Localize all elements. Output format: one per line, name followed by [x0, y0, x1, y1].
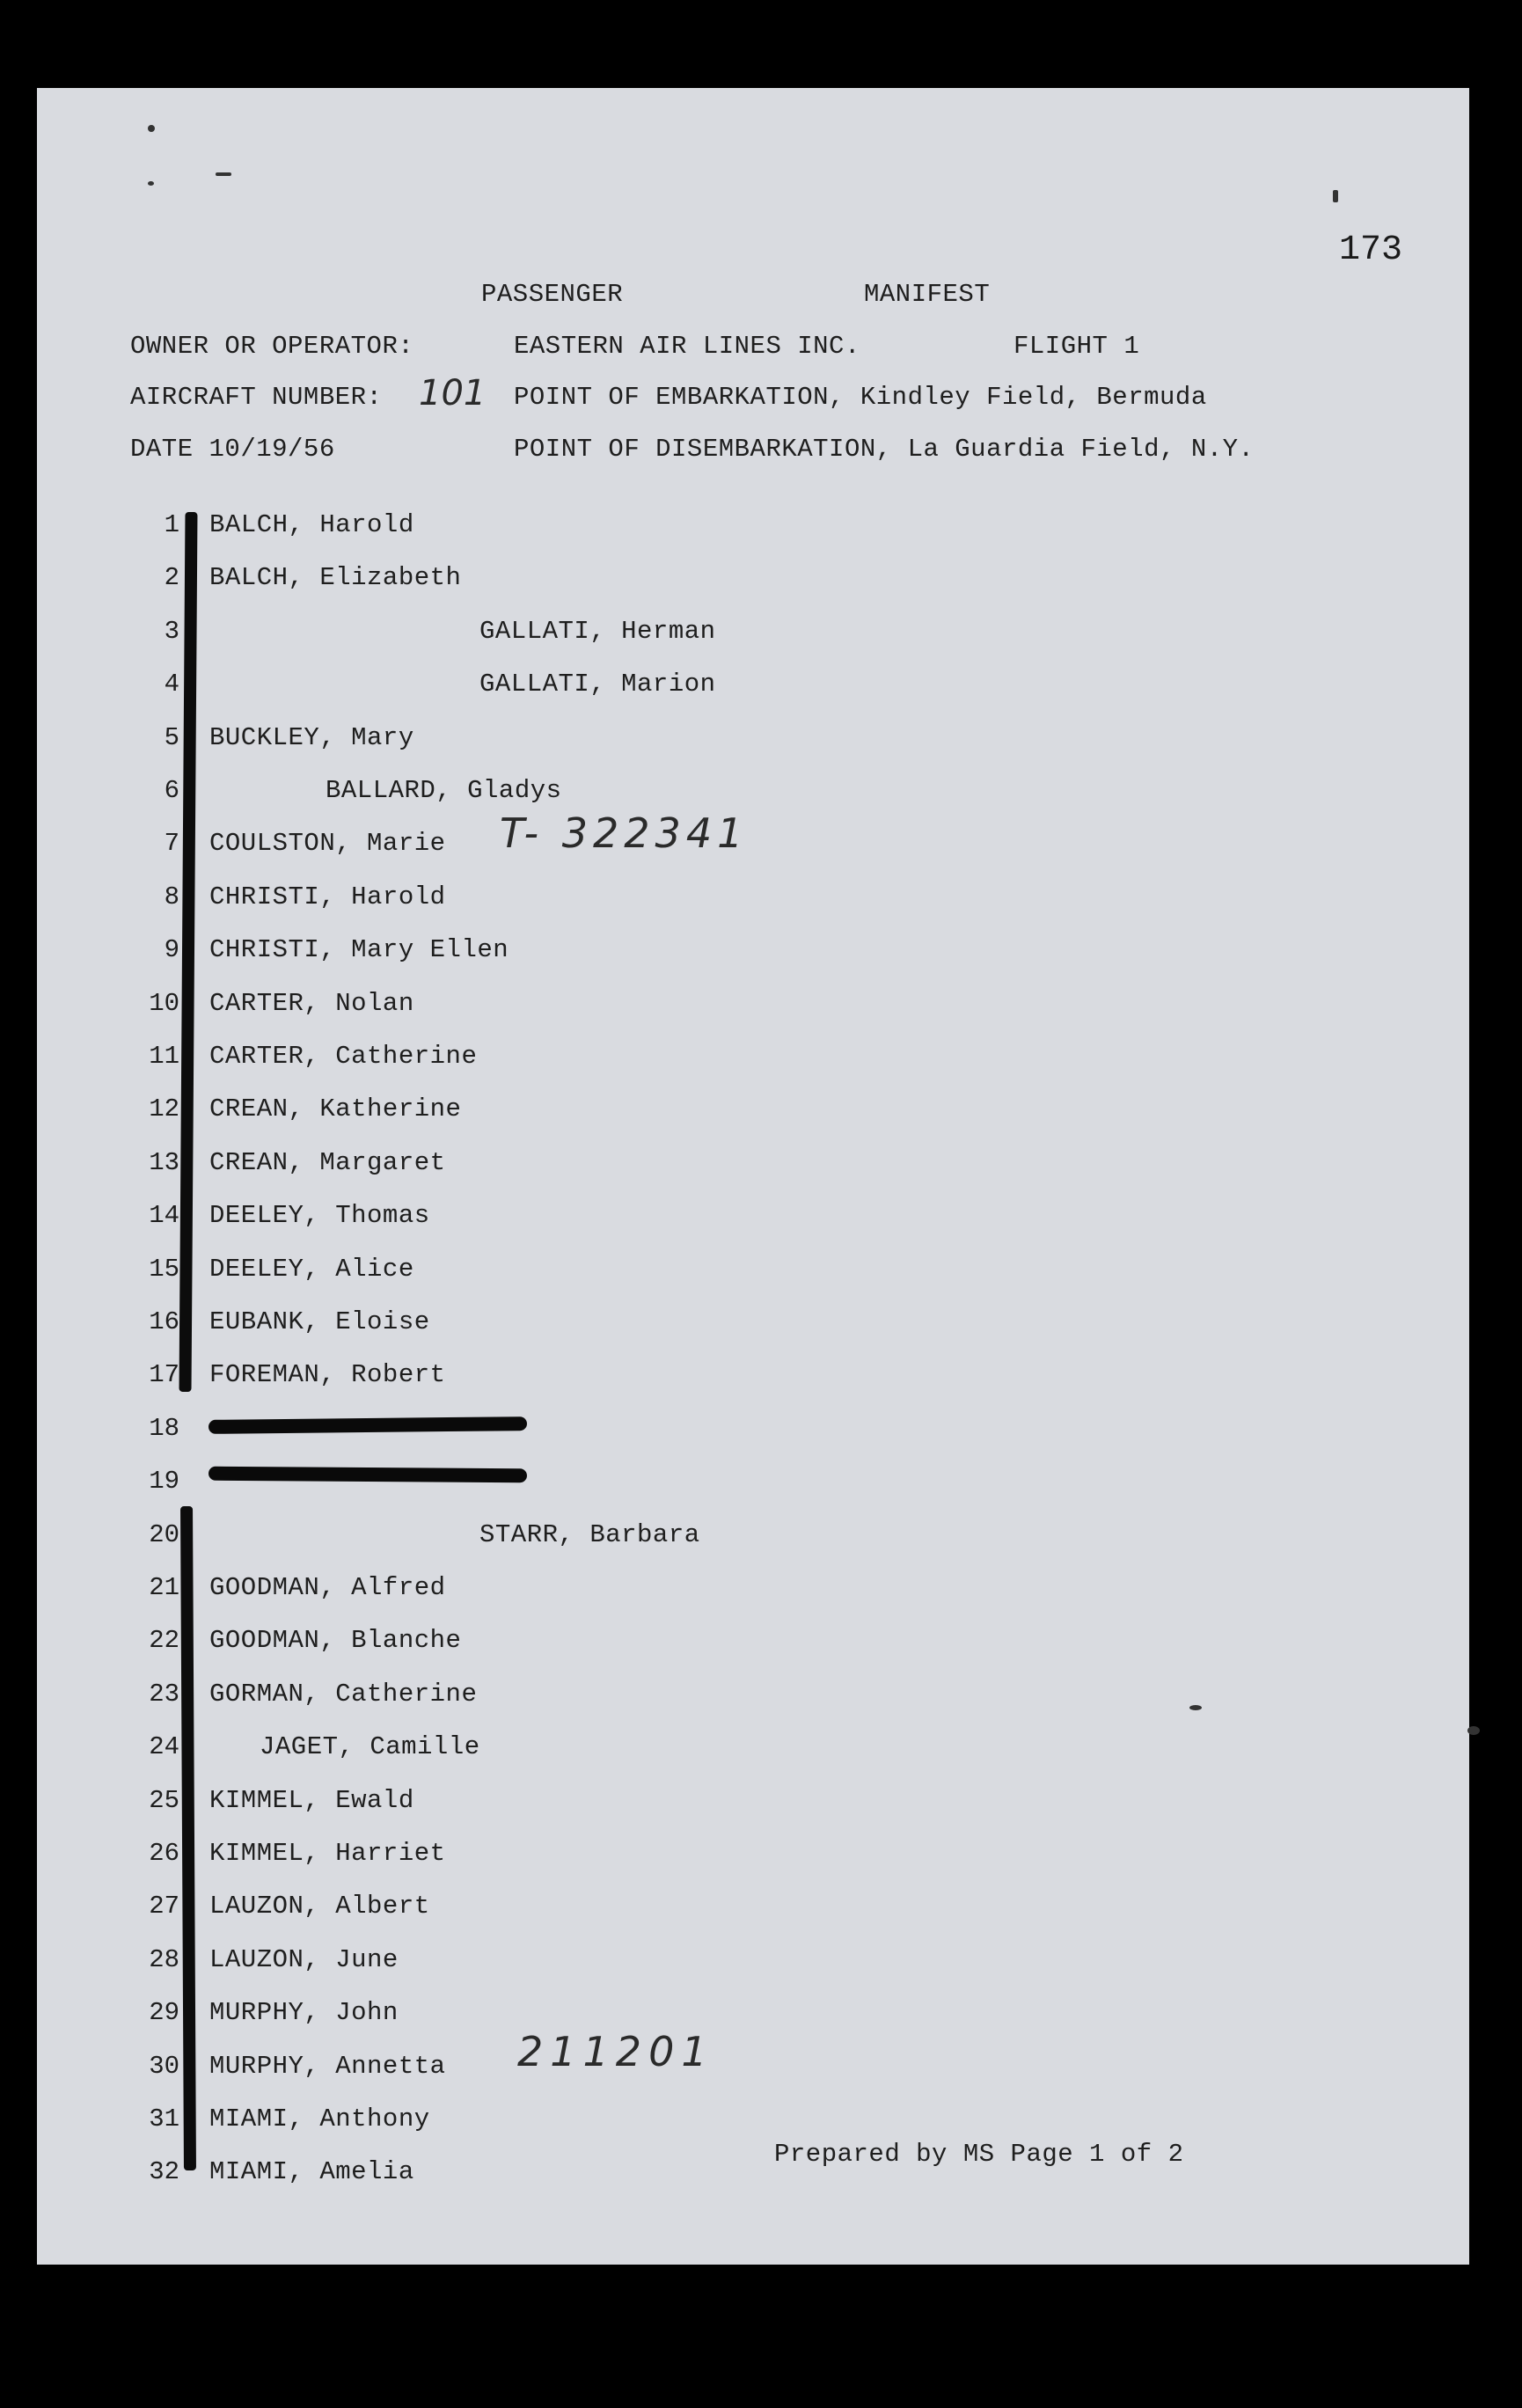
prepared-by-footer: Prepared by MS Page 1 of 2 — [774, 2140, 1184, 2169]
passenger-name: CARTER, Nolan — [209, 989, 414, 1018]
passenger-number: 32 — [149, 2157, 179, 2186]
passenger-name: GALLATI, Marion — [479, 670, 716, 699]
owner-label: OWNER OR OPERATOR: — [130, 332, 414, 361]
paper-speck — [1189, 1705, 1202, 1710]
passenger-number: 31 — [149, 2104, 179, 2134]
passenger-name: STARR, Barbara — [479, 1520, 700, 1549]
flight-number: FLIGHT 1 — [1013, 332, 1140, 361]
passenger-number: 6 — [164, 776, 179, 805]
passenger-name: LAUZON, June — [209, 1945, 399, 1974]
paper-speck — [216, 172, 231, 176]
passenger-number: 7 — [164, 829, 179, 858]
passenger-name: CHRISTI, Mary Ellen — [209, 935, 509, 964]
paper-speck — [148, 181, 154, 186]
passenger-number: 3 — [164, 617, 179, 646]
passenger-name: EUBANK, Eloise — [209, 1307, 430, 1336]
passenger-name: FOREMAN, Robert — [209, 1360, 446, 1389]
disembarkation-point: POINT OF DISEMBARKATION, La Guardia Field, N.Y. — [514, 435, 1255, 464]
title-passenger: PASSENGER — [481, 280, 624, 309]
passenger-name: GOODMAN, Alfred — [209, 1573, 446, 1602]
passenger-name: KIMMEL, Harriet — [209, 1839, 446, 1868]
passenger-number: 15 — [149, 1255, 179, 1284]
passenger-name: CHRISTI, Harold — [209, 882, 446, 911]
passenger-name: KIMMEL, Ewald — [209, 1786, 414, 1815]
passenger-name: CREAN, Margaret — [209, 1148, 446, 1177]
passenger-number: 30 — [149, 2052, 179, 2081]
passenger-name: MIAMI, Amelia — [209, 2157, 414, 2186]
passenger-name: GALLATI, Herman — [479, 617, 716, 646]
passenger-name: MURPHY, John — [209, 1998, 399, 2027]
passenger-number: 5 — [164, 723, 179, 752]
paper-speck — [148, 125, 155, 132]
passenger-number: 29 — [149, 1998, 179, 2027]
passenger-number: 8 — [164, 882, 179, 911]
passenger-number: 27 — [149, 1892, 179, 1921]
passenger-number: 11 — [149, 1042, 179, 1071]
murphy-handwritten-note: 211201 — [517, 2028, 714, 2075]
passenger-number: 1 — [164, 510, 179, 539]
passenger-name: BALLARD, Gladys — [326, 776, 562, 805]
passenger-number: 14 — [149, 1201, 179, 1230]
owner-value: EASTERN AIR LINES INC. — [514, 332, 860, 361]
passenger-number: 4 — [164, 670, 179, 699]
page-number: 173 — [1339, 231, 1403, 270]
manifest-date: DATE 10/19/56 — [130, 435, 335, 464]
passenger-number: 10 — [149, 989, 179, 1018]
passenger-number: 26 — [149, 1839, 179, 1868]
paper-speck — [1333, 190, 1338, 202]
passenger-number: 28 — [149, 1945, 179, 1974]
passenger-name: BALCH, Harold — [209, 510, 414, 539]
passenger-number: 2 — [164, 563, 179, 592]
passenger-name: MIAMI, Anthony — [209, 2104, 430, 2134]
redaction-strike — [209, 1467, 527, 1483]
passenger-number: 24 — [149, 1732, 179, 1761]
aircraft-label: AIRCRAFT NUMBER: — [130, 383, 383, 412]
passenger-name: COULSTON, Marie — [209, 829, 446, 858]
passenger-name: GOODMAN, Blanche — [209, 1626, 462, 1655]
coulston-handwritten-note: T- 322341 — [500, 809, 749, 857]
passenger-name: BALCH, Elizabeth — [209, 563, 462, 592]
passenger-name: MURPHY, Annetta — [209, 2052, 446, 2081]
passenger-name: JAGET, Camille — [260, 1732, 480, 1761]
passenger-number: 13 — [149, 1148, 179, 1177]
passenger-number: 22 — [149, 1626, 179, 1655]
passenger-number: 21 — [149, 1573, 179, 1602]
passenger-number: 20 — [149, 1520, 179, 1549]
embarkation-point: POINT OF EMBARKATION, Kindley Field, Bermuda — [514, 383, 1207, 412]
passenger-name: GORMAN, Catherine — [209, 1680, 478, 1709]
passenger-number: 16 — [149, 1307, 179, 1336]
paper-speck — [1467, 1726, 1480, 1735]
passenger-number: 18 — [149, 1414, 179, 1443]
passenger-number: 9 — [164, 935, 179, 964]
passenger-number: 19 — [149, 1467, 179, 1496]
passenger-number: 17 — [149, 1360, 179, 1389]
passenger-name: BUCKLEY, Mary — [209, 723, 414, 752]
passenger-name: LAUZON, Albert — [209, 1892, 430, 1921]
aircraft-number-handwritten: 101 — [419, 373, 487, 414]
passenger-number: 25 — [149, 1786, 179, 1815]
passenger-name: CREAN, Katherine — [209, 1094, 462, 1123]
passenger-number: 23 — [149, 1680, 179, 1709]
passenger-name: DEELEY, Alice — [209, 1255, 414, 1284]
passenger-name: DEELEY, Thomas — [209, 1201, 430, 1230]
title-manifest: MANIFEST — [864, 280, 991, 309]
passenger-name: CARTER, Catherine — [209, 1042, 478, 1071]
passenger-number: 12 — [149, 1094, 179, 1123]
